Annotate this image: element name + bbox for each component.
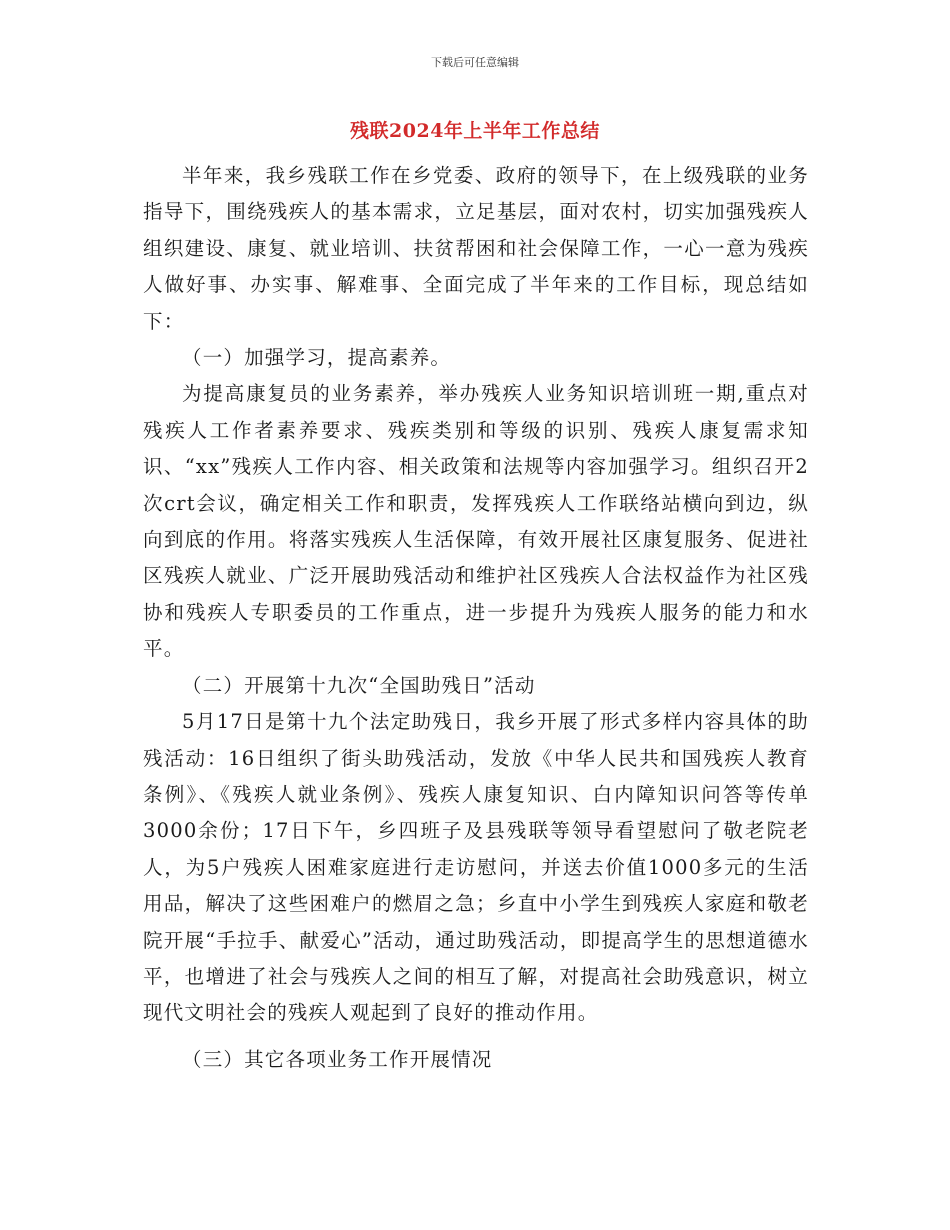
paragraph-section-1: 为提高康复员的业务素养，举办残疾人业务知识培训班一期,重点对残疾人工作者素养要求、残疾类别和等级的识别、残疾人康复需求知识、“xx”残疾人工作内容、相关政策和法规等内容加强学习。组织召开2次crt会议，确定相关工作和职责，发挥残疾人工作联络站横向到边，纵向到底的作用。将落实残疾人生活保障，有效开展社区康复服务、促进社区残疾人就业、广泛开展助残活动和维护社区残疾人合法权益作为社区残协和残疾人专职委员的工作重点，进一步提升为残疾人服务的能力和水平。 [143, 382, 809, 661]
header-note: 下载后可任意编辑 [431, 56, 519, 69]
section-heading-2: （二）开展第十九次“全国助残日”活动 [182, 673, 536, 697]
paragraph-section-2: 5月17日是第十九个法定助残日，我乡开展了形式多样内容具体的助残活动：16日组织了街头助残活动，发放《中华人民共和国残疾人教育条例》、《残疾人就业条例》、残疾人康复知识、白内障知识问答等传单3000余份；17日下午，乡四班子及县残联等领导看望慰问了敬老院老人，为5户残疾人困难家庭进行走访慰问，并送去价值1000多元的生活用品，解决了这些困难户的燃眉之急；乡直中小学生到残疾人家庭和敬老院开展“手拉手、献爱心”活动，通过助残活动，即提高学生的思想道德水平，也增进了社会与残疾人之间的相互了解，对提高社会助残意识，树立现代文明社会的残疾人观起到了良好的推动作用。 [143, 710, 809, 1025]
document-body [143, 158, 809, 1078]
section-heading-3: （三）其它各项业务工作开展情况 [182, 1047, 493, 1071]
paragraph-intro: 半年来，我乡残联工作在乡党委、政府的领导下，在上级残联的业务指导下，围绕残疾人的基本需求，立足基层，面对农村，切实加强残疾人组织建设、康复、就业培训、扶贫帮困和社会保障工作，一心一意为残疾人做好事、办实事、解难事、全面完成了半年来的工作目标，现总结如下： [143, 164, 809, 333]
document-title: 残联2024年上半年工作总结 [350, 120, 600, 142]
section-heading-1: （一）加强学习，提高素养。 [182, 346, 452, 370]
